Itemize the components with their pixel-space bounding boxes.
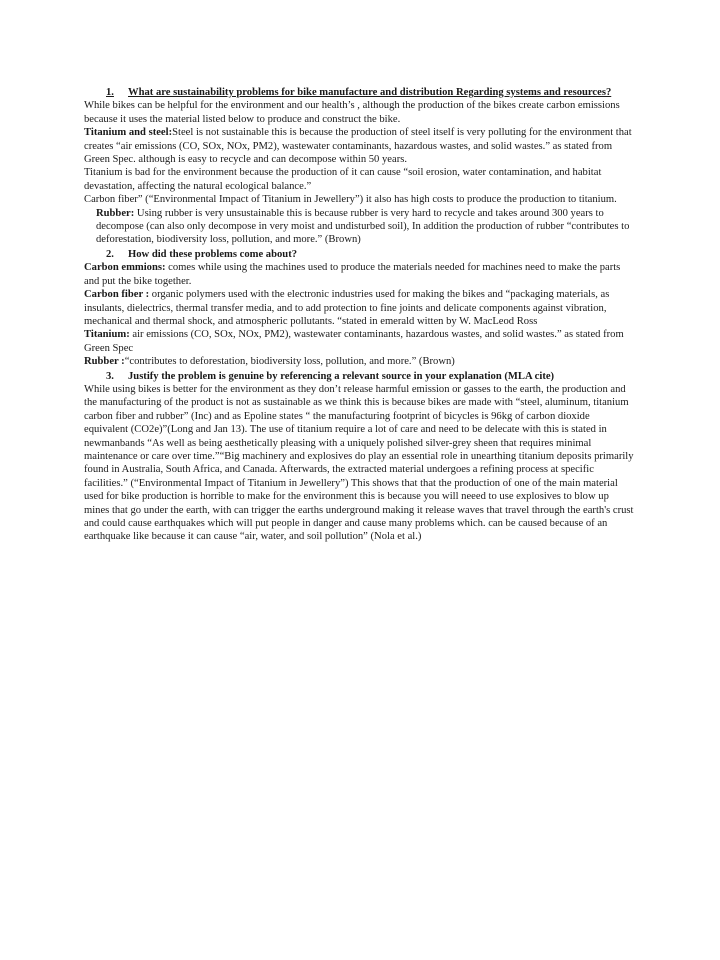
carbon-fiber-text: organic polymers used with the electronic industries used for making the bikes and “packaging materials, as insulants, dielectrics, thermal transfer media, and to add protection to fine joints and delicate components against vibration, mechanical and thermal shock, and atmospheric pollutants. “stated in emerald witten by W. MacLeod Ross [84, 289, 610, 327]
carbon-fiber-label: Carbon fiber : [84, 289, 150, 301]
titanium-text: air emissions (CO, SOx, NOx, PM2), wastewater contaminants, hazardous wastes, and solid wastes.” as stated from Green Spec [84, 329, 624, 354]
rubber-paragraph [84, 207, 636, 247]
question-2-text: How did these problems come about? [128, 248, 298, 260]
rubber-cause-paragraph [84, 355, 636, 368]
carbon-emissions-text: comes while using the machines used to produce the materials needed for machines need to make the parts and put the bike together. [84, 262, 621, 287]
rubber-cause-label: Rubber : [84, 356, 125, 368]
titanium-paragraph: Titanium is bad for the environment because the production of it can cause “soil erosion, water contamination, and habitat devastation, affecting the natural ecological balance.” [84, 167, 602, 192]
carbon-fiber-paragraph: Carbon fiber” (“Environmental Impact of Titanium in Jewellery”) it also has high costs to produce the production to titanium. [84, 194, 617, 206]
question-1-number: 1. [106, 87, 114, 98]
rubber-text: Using rubber is very unsustainable this is because rubber is very hard to recycle and takes around 300 years to decompose (can also only decompose in very moist and undisturbed soil), In addition the production of rubber “contributes to deforestation, biodiversity loss, pollution, and more.” (Brown) [96, 207, 630, 246]
titanium-steel-paragraph [84, 126, 636, 166]
intro-paragraph: While bikes can be helpful for the environment and our health’s , although the production of the bikes create carbon emissions because it uses the material listed below to produce and construct the bike. [84, 100, 620, 125]
question-2-number: 2. [106, 248, 114, 260]
justification-paragraph: While using bikes is better for the environment as they don’t release harmful emission or gasses to the earth, the production and the manufacturing of the product is not as sustainable as we think this is because bikes are made with “steel, aluminum, titanium carbon fiber and rubber” (Inc) and as Epoline states “ the manufacturing footprint of bicycles is 96kg of carbon dioxide equivalent (CO2e)”(Long and Jan 13). The use of titanium require a lot of care and need to be delecate with this is stated in newmanbands “As well as being aesthetically pleasing with a uniquely polished silver-grey sheen that requires minimal maintenance or care over time.”“Big machinery and explosives do play an essential role in unearthing titanium deposits primarily found in Australia, South Africa, and Canada. Afterwards, the extracted material undergoes a refining process at specific facilities.” (“Environmental Impact of Titanium in Jewellery”) This shows that that the production of one of the main material used for bike production is horrible to make for the environment this is because you will neeed to use explosives to blow up mines that go under the earth, with can trigger the earths underground making it release waves that travel through the earth's crust and could cause earthquakes which will put people in danger and cause many problems which. can be caused because of an earthquake like because it can cause “air, water, and soil pollution” (Nola et al.) [84, 383, 634, 543]
question-3-heading [84, 370, 636, 383]
question-3-text: Justify the problem is genuine by referencing a relevant source in your explanation (MLA cite) [128, 370, 555, 382]
titanium-label: Titanium: [84, 329, 130, 341]
titanium-cause-paragraph [84, 328, 636, 355]
titanium-steel-label: Titanium and steel: [84, 127, 173, 139]
question-3-number: 3. [106, 370, 114, 382]
carbon-emissions-paragraph [84, 261, 636, 288]
carbon-fiber-cause-paragraph [84, 288, 636, 328]
rubber-cause-text: “contributes to deforestation, biodiversity loss, pollution, and more.” (Brown) [124, 356, 455, 368]
carbon-emissions-label: Carbon emmions: [84, 262, 166, 274]
question-1-text: What are sustainability problems for bike manufacture and distribution Regarding systems and resources? [128, 87, 612, 98]
question-1-heading [84, 86, 636, 99]
titanium-steel-text: Steel is not sustainable this is because the production of steel itself is very polluting for the environment that creates “air emissions (CO, SOx, NOx, PM2), wastewater contaminants, hazardous wastes, and solid wastes.” as stated from Green Spec. although is easy to recycle and can decompose within 50 years. [84, 127, 632, 166]
rubber-label: Rubber: [96, 207, 135, 219]
question-2-heading [84, 248, 636, 261]
